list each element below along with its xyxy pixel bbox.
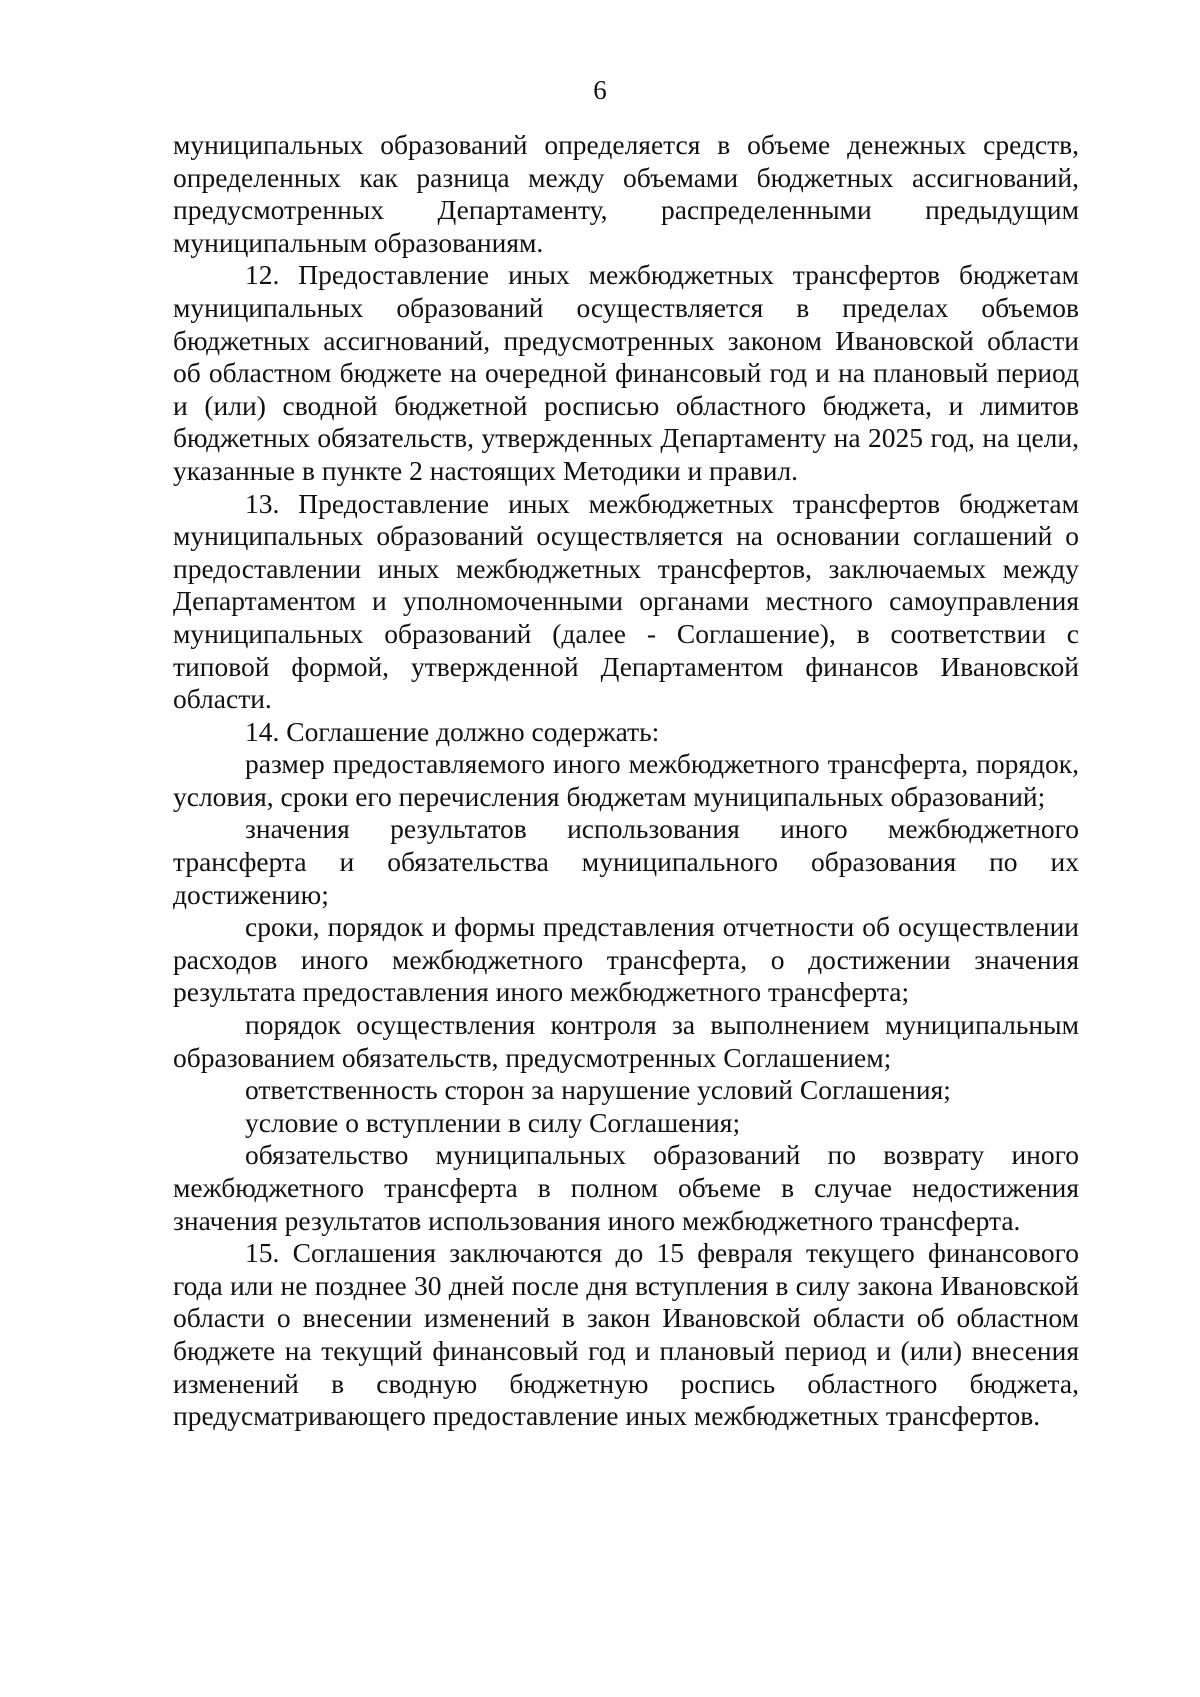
paragraph-item-12: 12. Предоставление иных межбюджетных трансфертов бюджетам муниципальных образований осуществляется в пределах объемов бюджетных ассигнований, предусмотренных законом Ивановской области об областном бюджете на очередной финансовый год и на плановый период и (или) сводной бюджетной росписью областного бюджета, и лимитов бюджетных обязательств, утвержденных Департаменту на 2025 год, на цели, указанные в пункте 2 настоящих Методики и правил. bbox=[173, 259, 1079, 486]
paragraph-clause-results: значения результатов использования иного межбюджетного трансферта и обязательства муниципального образования по их достижению; bbox=[173, 813, 1079, 910]
paragraph-clause-refund: обязательство муниципальных образований по возврату иного межбюджетного трансферта в полном объеме в случае недостижения значения результатов использования иного межбюджетного трансферта. bbox=[173, 1139, 1079, 1236]
paragraph-clause-entry-into-force: условие о вступлении в силу Соглашения; bbox=[245, 1106, 741, 1138]
page-number: 6 bbox=[593, 75, 607, 105]
paragraph-item-14: 14. Соглашение должно содержать: bbox=[245, 715, 660, 747]
paragraph-clause-transfer-size: размер предоставляемого иного межбюджетного трансферта, порядок, условия, сроки его перечисления бюджетам муниципальных образований; bbox=[173, 748, 1079, 812]
paragraph-continuation: муниципальных образований определяется в объеме денежных средств, определенных как разница между объемами бюджетных ассигнований, предусмотренных Департаменту, распределенными предыдущим муниципальным образованиям. bbox=[173, 129, 1079, 258]
document-body bbox=[173, 129, 1079, 1433]
paragraph-item-13: 13. Предоставление иных межбюджетных трансфертов бюджетам муниципальных образований осуществляется на основании соглашений о предоставлении иных межбюджетных трансфертов, заключаемых между Департаментом и уполномоченными органами местного самоуправления муниципальных образований (далее - Соглашение), в соответствии с типовой формой, утвержденной Департаментом финансов Ивановской области. bbox=[173, 487, 1079, 715]
paragraph-item-15: 15. Соглашения заключаются до 15 февраля текущего финансового года или не позднее 30 дней после дня вступления в силу закона Ивановской области о внесении изменений в закон Ивановской области об областном бюджете на текущий финансовый год и плановый период и (или) внесения изменений в сводную бюджетную роспись областного бюджета, предусматривающего предоставление иных межбюджетных трансфертов. bbox=[173, 1237, 1079, 1432]
paragraph-clause-responsibility: ответственность сторон за нарушение условий Соглашения; bbox=[245, 1074, 951, 1106]
paragraph-clause-control: порядок осуществления контроля за выполнением муниципальным образованием обязательств, предусмотренных Соглашением; bbox=[173, 1009, 1079, 1073]
paragraph-clause-reporting: сроки, порядок и формы представления отчетности об осуществлении расходов иного межбюджетного трансферта, о достижении значения результата предоставления иного межбюджетного трансферта; bbox=[173, 911, 1079, 1008]
